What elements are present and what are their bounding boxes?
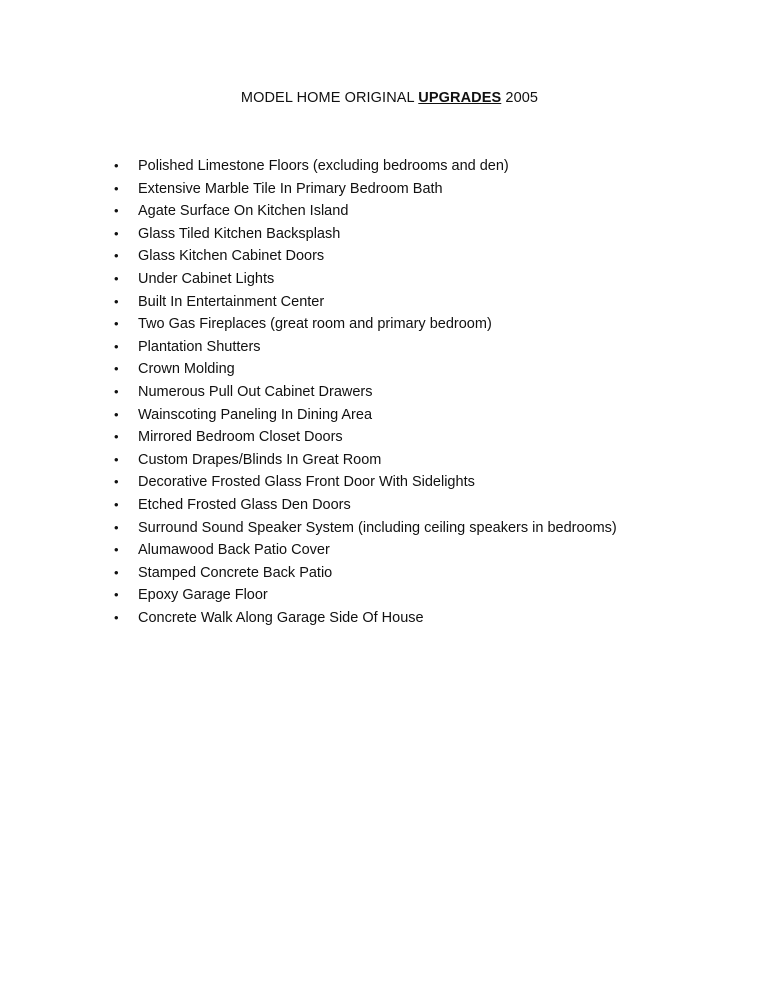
bullet-icon: •	[114, 406, 119, 422]
title-suffix: 2005	[501, 90, 539, 106]
bullet-icon: •	[114, 338, 119, 354]
title-prefix: MODEL HOME ORIGINAL	[240, 90, 419, 106]
list-item	[106, 607, 746, 630]
list-item-label: Two Gas Fireplaces (great room and primary bedroom)	[138, 316, 492, 333]
bullet-icon: •	[114, 316, 119, 332]
bullet-icon: •	[114, 203, 119, 219]
list-item-label: Etched Frosted Glass Den Doors	[138, 496, 351, 513]
list-item-label: Glass Kitchen Cabinet Doors	[138, 248, 325, 265]
list-item-label: Epoxy Garage Floor	[138, 587, 268, 604]
list-item	[106, 245, 746, 268]
list-item-label: Alumawood Back Patio Cover	[138, 542, 330, 559]
list-item-label: Built In Entertainment Center	[138, 293, 325, 310]
bullet-icon: •	[114, 225, 119, 241]
upgrades-list	[106, 155, 746, 629]
bullet-icon: •	[114, 542, 119, 558]
bullet-icon: •	[114, 519, 119, 535]
list-item-label: Numerous Pull Out Cabinet Drawers	[138, 383, 373, 400]
bullet-icon: •	[114, 248, 119, 264]
bullet-icon: •	[114, 429, 119, 445]
list-item	[106, 291, 746, 314]
bullet-icon: •	[114, 451, 119, 467]
list-item	[106, 517, 746, 540]
bullet-icon: •	[114, 496, 119, 512]
list-item	[106, 539, 746, 562]
bullet-icon: •	[114, 293, 119, 309]
bullet-icon: •	[114, 361, 119, 377]
list-item	[106, 584, 746, 607]
list-item	[106, 223, 746, 246]
list-item-label: Glass Tiled Kitchen Backsplash	[138, 225, 341, 242]
list-item-label: Agate Surface On Kitchen Island	[138, 203, 349, 220]
list-item	[106, 381, 746, 404]
list-item-label: Crown Molding	[138, 361, 235, 378]
list-item	[106, 358, 746, 381]
list-item-label: Concrete Walk Along Garage Side Of House	[138, 609, 424, 626]
list-item	[106, 268, 746, 291]
bullet-icon: •	[114, 270, 119, 286]
bullet-icon: •	[114, 474, 119, 490]
list-item	[106, 449, 746, 472]
page-title	[0, 90, 779, 106]
bullet-icon: •	[114, 383, 119, 399]
list-item-label: Polished Limestone Floors (excluding bedrooms and den)	[138, 158, 509, 174]
list-item-label: Stamped Concrete Back Patio	[138, 564, 333, 581]
list-item-label: Decorative Frosted Glass Front Door With Sidelights	[138, 474, 475, 491]
list-item-label: Mirrored Bedroom Closet Doors	[138, 429, 343, 446]
title-emphasis: UPGRADES	[418, 90, 502, 106]
list-item	[106, 426, 746, 449]
list-item	[106, 404, 746, 427]
list-item	[106, 562, 746, 585]
list-item	[106, 155, 746, 178]
bullet-icon: •	[114, 180, 119, 196]
list-item-label: Surround Sound Speaker System (including ceiling speakers in bedrooms)	[138, 519, 617, 536]
list-item-label: Custom Drapes/Blinds In Great Room	[138, 451, 382, 468]
list-item-label: Under Cabinet Lights	[138, 270, 275, 287]
list-item	[106, 178, 746, 201]
bullet-icon: •	[114, 158, 119, 173]
list-item	[106, 336, 746, 359]
bullet-icon: •	[114, 564, 119, 580]
list-item	[106, 471, 746, 494]
bullet-icon: •	[114, 587, 119, 603]
list-item-label: Wainscoting Paneling In Dining Area	[138, 406, 373, 423]
list-item-label: Plantation Shutters	[138, 338, 261, 355]
list-item	[106, 200, 746, 223]
list-item-label: Extensive Marble Tile In Primary Bedroom Bath	[138, 180, 443, 197]
list-item	[106, 494, 746, 517]
bullet-icon: •	[114, 609, 119, 625]
list-item	[106, 313, 746, 336]
